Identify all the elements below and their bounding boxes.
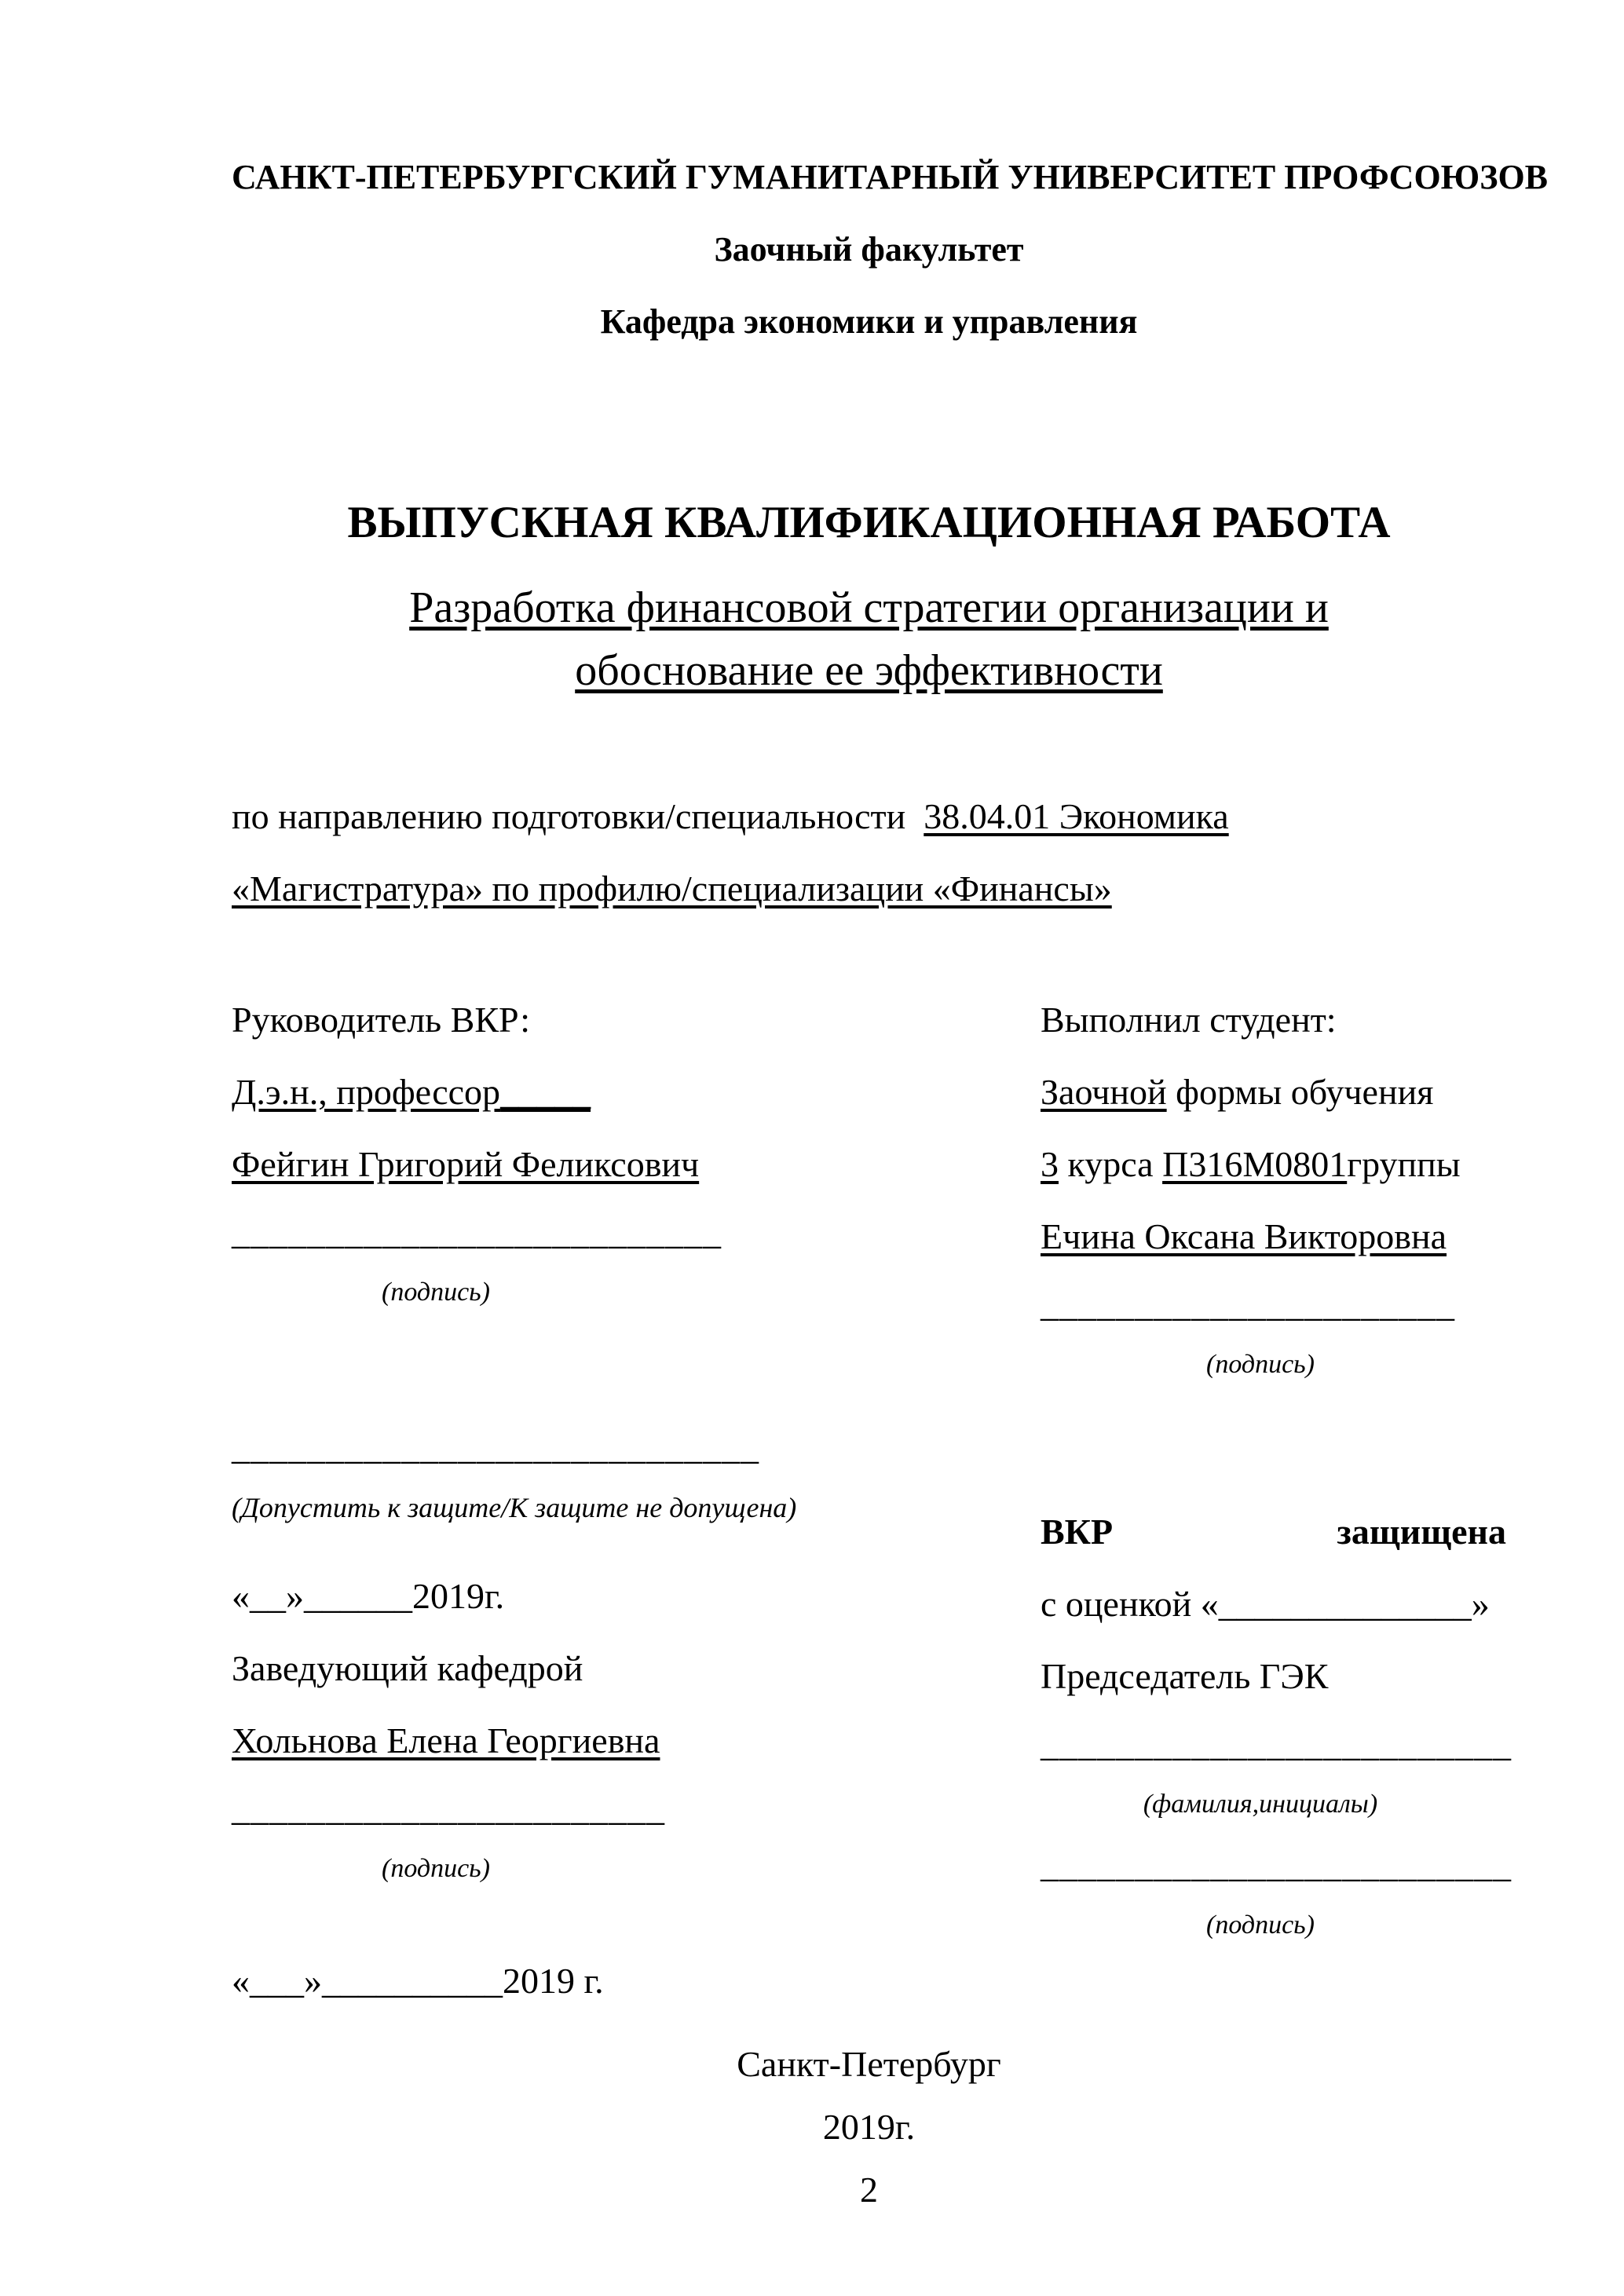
student-form-rest: формы обучения	[1176, 1072, 1434, 1112]
spacer	[232, 1898, 1041, 1945]
thesis-topic-line1: Разработка финансовой стратегии организации и	[409, 583, 1329, 632]
spacer	[232, 1537, 1041, 1560]
student-label: Выполнил студент:	[1041, 1000, 1337, 1040]
department-name: Кафедра экономики и управления	[600, 302, 1138, 341]
student-group-code: П316М0801	[1162, 1144, 1348, 1184]
footer-year: 2019г.	[822, 2107, 916, 2147]
left-column	[232, 984, 1041, 2017]
admission-blank: ____________________________	[232, 1427, 759, 1467]
signature-columns	[232, 984, 1512, 2017]
chairman-label: Председатель ГЭК	[1041, 1656, 1329, 1696]
faculty-name: Заочный факультет	[714, 230, 1024, 269]
footer-block	[232, 2033, 1506, 2221]
thesis-topic-line2: обоснование ее эффективности	[575, 646, 1163, 695]
student-course-number: 3	[1041, 1144, 1059, 1184]
department-head-signature-blank: _______________________	[232, 1788, 665, 1828]
supervisor-degree-line	[232, 1056, 1041, 1128]
department-head-name: Хольнова Елена Георгиевна	[232, 1720, 660, 1760]
vkr-status-line	[1041, 1496, 1506, 1568]
supervisor-signature-blank: __________________________	[232, 1212, 722, 1252]
student-course-word: курса	[1067, 1144, 1154, 1184]
specialty-line2	[232, 853, 1506, 925]
supervisor-label: Руководитель ВКР:	[232, 1000, 531, 1040]
grade-line	[1041, 1568, 1506, 1640]
supervisor-degree: Д.э.н., профессор	[232, 1072, 501, 1112]
grade-blank: ______________	[1218, 1584, 1472, 1624]
specialty-line1	[232, 781, 1506, 853]
department-head-date: «___»__________2019 г.	[232, 1961, 604, 2001]
specialty-profile: «Магистратура» по профилю/специализации «Финансы»	[232, 868, 1112, 909]
right-column	[1041, 984, 1512, 2017]
work-type-title: ВЫПУСКНАЯ КВАЛИФИКАЦИОННАЯ РАБОТА	[347, 498, 1391, 547]
thesis-topic	[232, 576, 1506, 702]
student-signature-caption: (подпись)	[1206, 1350, 1315, 1379]
spacer	[1041, 1394, 1506, 1496]
department-head-label: Заведующий кафедрой	[232, 1648, 583, 1688]
student-course-line	[1041, 1128, 1506, 1201]
admission-date: «__»______2019г.	[232, 1576, 505, 1616]
supervisor-name: Фейгин Григорий Феликсович	[232, 1144, 700, 1184]
supervisor-degree-blank: _____	[500, 1072, 591, 1112]
student-group-suffix: группы	[1347, 1144, 1461, 1184]
specialty-label: по направлению подготовки/специальности	[232, 796, 906, 836]
supervisor-signature-caption: (подпись)	[382, 1278, 490, 1307]
student-form-underlined: Заочной	[1041, 1072, 1167, 1112]
student-form-line	[1041, 1056, 1506, 1128]
admission-caption: (Допустить к защите/К защите не допущена)	[232, 1492, 797, 1523]
supervisor-name-line	[232, 1128, 1041, 1201]
footer-city: Санкт-Петербург	[737, 2044, 1001, 2084]
department-head-signature-caption: (подпись)	[382, 1854, 490, 1883]
student-name-line	[1041, 1201, 1506, 1273]
vkr-status: защищена	[1337, 1512, 1506, 1552]
header-block	[232, 141, 1549, 358]
grade-suffix: »	[1471, 1584, 1490, 1624]
chairman-signature-caption: (подпись)	[1206, 1910, 1315, 1940]
chairman-name-blank: _________________________	[1041, 1724, 1512, 1764]
spacer	[232, 1322, 1041, 1416]
university-name: САНКТ-ПЕТЕРБУРГСКИЙ ГУМАНИТАРНЫЙ УНИВЕРСИТЕТ ПРОФСОЮЗОВ	[232, 158, 1549, 196]
chairman-signature-blank: _________________________	[1041, 1844, 1512, 1885]
grade-prefix: с оценкой «	[1041, 1584, 1219, 1624]
student-name: Ечина Оксана Викторовна	[1041, 1216, 1447, 1256]
department-head-name-line	[232, 1705, 1041, 1777]
page-number: 2	[860, 2170, 878, 2210]
chairman-name-caption: (фамилия,инициалы)	[1143, 1790, 1378, 1819]
specialty-code: 38.04.01 Экономика	[924, 796, 1229, 836]
specialty-block	[232, 781, 1506, 925]
student-signature-blank: ______________________	[1041, 1284, 1455, 1324]
vkr-word: ВКР	[1041, 1512, 1114, 1552]
